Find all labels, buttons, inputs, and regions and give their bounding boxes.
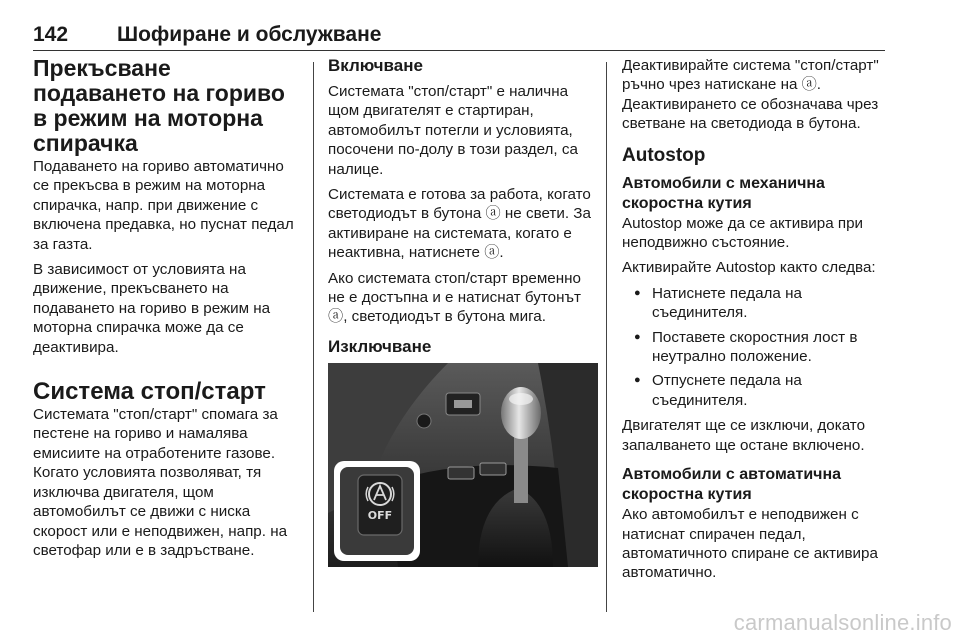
- stop-start-heading: Система стоп/старт: [33, 378, 266, 406]
- activation-paragraph-1: Системата "стоп/старт" е налична щом двигателят е стартиран, автомобилът потегли и условията, посочени по-долу в този раздел, са налице.: [328, 83, 578, 178]
- console-illustration: [328, 363, 598, 567]
- autostop-paragraph-2: Активирайте Autostop както следва:: [622, 259, 876, 277]
- chapter-title: Шофиране и обслужване: [117, 23, 382, 46]
- autostop-heading: Autostop: [622, 144, 706, 166]
- stop-start-button-photo: [328, 363, 598, 567]
- off-label: OFF: [367, 508, 393, 522]
- autostop-step: ● Натиснете педала на съединителя.: [622, 284, 892, 323]
- fuel-cutoff-heading: Прекъсване подаването на гориво в режим на моторна спирачка: [33, 55, 285, 156]
- autostop-step: ● Поставете скоростния лост в неутрално положение.: [622, 328, 892, 367]
- fuel-cutoff-paragraph-1: Подаването на гориво автоматично се прекъсва в режим на моторна спирачка, напр. при движение с включена предавка, но пуснат педал за газта.: [33, 158, 294, 253]
- automatic-gearbox-paragraph: Ако автомобилът е неподвижен с натиснат спирачен педал, автоматичното спиране се активира автоматично.: [622, 506, 878, 582]
- autostop-steps: [622, 284, 892, 410]
- activation-heading: Включване: [328, 56, 423, 75]
- column-2: [328, 56, 596, 567]
- autostop-paragraph-1: Autostop може да се активира при неподвижно състояние.: [622, 214, 864, 252]
- activation-paragraph-3: Ако системата стоп/старт временно не е достъпна и е натиснат бутонът ⓐ, светодиодът в бутона мига.: [328, 269, 581, 326]
- page-header: [33, 22, 885, 52]
- column-divider-2: [606, 62, 607, 612]
- autostop-step: ● Отпуснете педала на съединителя.: [622, 371, 892, 410]
- autostop-paragraph-3: Двигателят ще се изключи, докато запалването ще остане включено.: [622, 417, 866, 454]
- manual-gearbox-subheading: Автомобили с механична скоростна кутия: [622, 174, 825, 212]
- manual-deactivation-paragraph: Деактивирайте система "стоп/старт" ръчно чрез натискане на ⓐ. Деактивирането се обозначава чрез светване на светодиода в бутона.: [622, 57, 879, 133]
- automatic-gearbox-subheading: Автомобили с автоматична скоростна кутия: [622, 466, 842, 504]
- column-3: [622, 56, 892, 589]
- header-rule: [33, 50, 885, 51]
- column-1: [33, 56, 301, 566]
- column-divider-1: [313, 62, 314, 612]
- fuel-cutoff-paragraph-2: В зависимост от условията на движение, прекъсването на подаването на гориво в режим на моторна спирачка може да се деактивира.: [33, 261, 271, 356]
- deactivation-heading: Изключване: [328, 336, 432, 356]
- stop-start-paragraph: Системата "стоп/старт" спомага за пестене на гориво и намалява емисиите на отработените газове. Когато условията позволяват, тя изключва двигателя, щом автомобилът се движи с ниска скорост или е неподвижен, напр. на светофар или е в задръстване.: [33, 406, 288, 559]
- site-watermark: carmanualsonline.info: [733, 610, 952, 635]
- page-number: 142: [33, 23, 69, 46]
- activation-paragraph-2: Системата е готова за работа, когато светодиодът в бутона ⓐ не свети. За активиране на системата, когато е неактивна, натиснете ⓐ.: [328, 186, 591, 262]
